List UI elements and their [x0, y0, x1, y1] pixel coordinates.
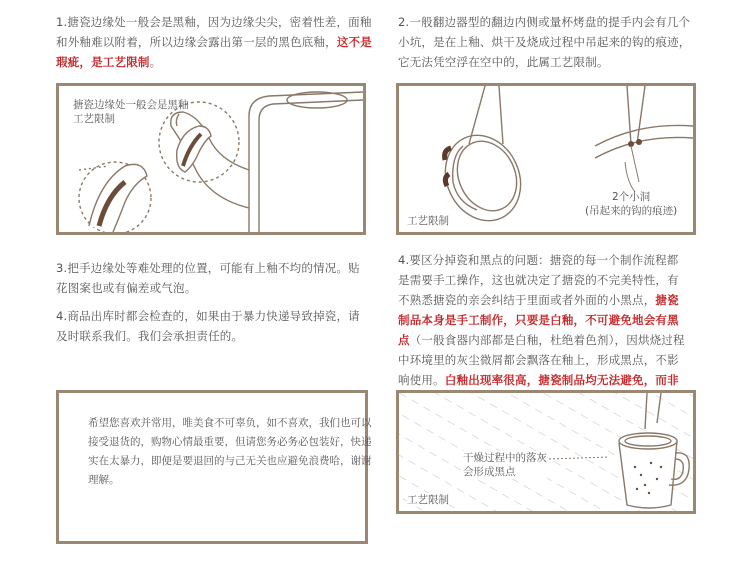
panel-enamel-edge — [56, 83, 366, 235]
section-3-body: 3.把手边缘处等难处理的位置，可能有上釉不均的情况。贴花图案也或有偏差或气泡。 — [56, 261, 360, 295]
section-3-text — [56, 258, 370, 298]
section-5-text-a: 4.要区分掉瓷和黑点的问题：搪瓷的每一个制作流程都是需要手工操作，这也就决定了搪瓷的不完美特性，有不熟悉搪瓷的亲会纠结于里面或者外面的小黑点， — [398, 253, 679, 307]
hole-label — [585, 190, 677, 218]
section-5-highlight-1: 搪瓷制品本身是手工制作，只要是白釉，不可避免地会有黑点 — [398, 293, 679, 347]
section-1-text — [56, 12, 374, 72]
dust-label-line1: 干燥过程中的落灰 — [463, 452, 547, 464]
section-2-text — [398, 12, 696, 72]
hole-label-line2: (吊起来的钩的痕迹) — [585, 205, 678, 217]
section-5-text-b: （一般食器内部都是白釉，杜绝着色剂），因烘烧过程中环境里的灰尘微屑都会飘落在釉上，形成黑点，不影响使用。 — [398, 333, 685, 387]
panel-hook-holes — [396, 83, 696, 235]
section-4-body: 4.商品出库时都会检查的，如果由于暴力快递导致掉瓷，请及时联系我们。我们会承担责任的。 — [56, 309, 360, 343]
panel-1-caption-line2: 工艺限制 — [73, 113, 115, 125]
hole-label-line1: 2个小洞 — [612, 191, 651, 203]
section-1-text-b: 。 — [149, 55, 162, 69]
panel-2-caption: 工艺限制 — [407, 215, 449, 227]
dust-label-line2: 会形成黑点 — [463, 466, 516, 478]
dust-label — [463, 451, 547, 479]
section-2-body: 2.一般翻边器型的翻边内侧或量杯烤盘的提手内会有几个小坑，是在上釉、烘干及烧成过程中吊起来的钩的痕迹，它无法凭空浮在空中的，此属工艺限制。 — [398, 15, 691, 69]
section-5-highlight-2: 白釉出现率很高，搪瓷制品均无法避免，而非 — [444, 373, 679, 387]
section-5-text — [398, 250, 690, 410]
panel-1-caption-line1: 搪瓷边缘处一般会是黑釉 — [73, 99, 189, 111]
section-1-highlight: 这不是瑕疵，是工艺限制 — [56, 35, 372, 69]
panel-dust-spots — [396, 390, 696, 514]
return-note: 希望您喜欢并常用，唯美食不可辜负，如不喜欢，我们也可以接受退货的，购物心情最重要，但请您务必务必包装好，快递实在太暴力，即便是要退回的与己无关也应避免浪费哈，谢谢理解。 — [88, 417, 372, 486]
section-1-text-a: 1.搪瓷边缘处一般会是黑釉，因为边缘尖尖，密着性差，面釉和外釉难以附着，所以边缘会露出第一层的黑色底釉， — [56, 15, 372, 49]
panel-1-caption — [73, 98, 189, 126]
section-4-text — [56, 306, 370, 346]
panel-4-caption: 工艺限制 — [407, 494, 449, 506]
